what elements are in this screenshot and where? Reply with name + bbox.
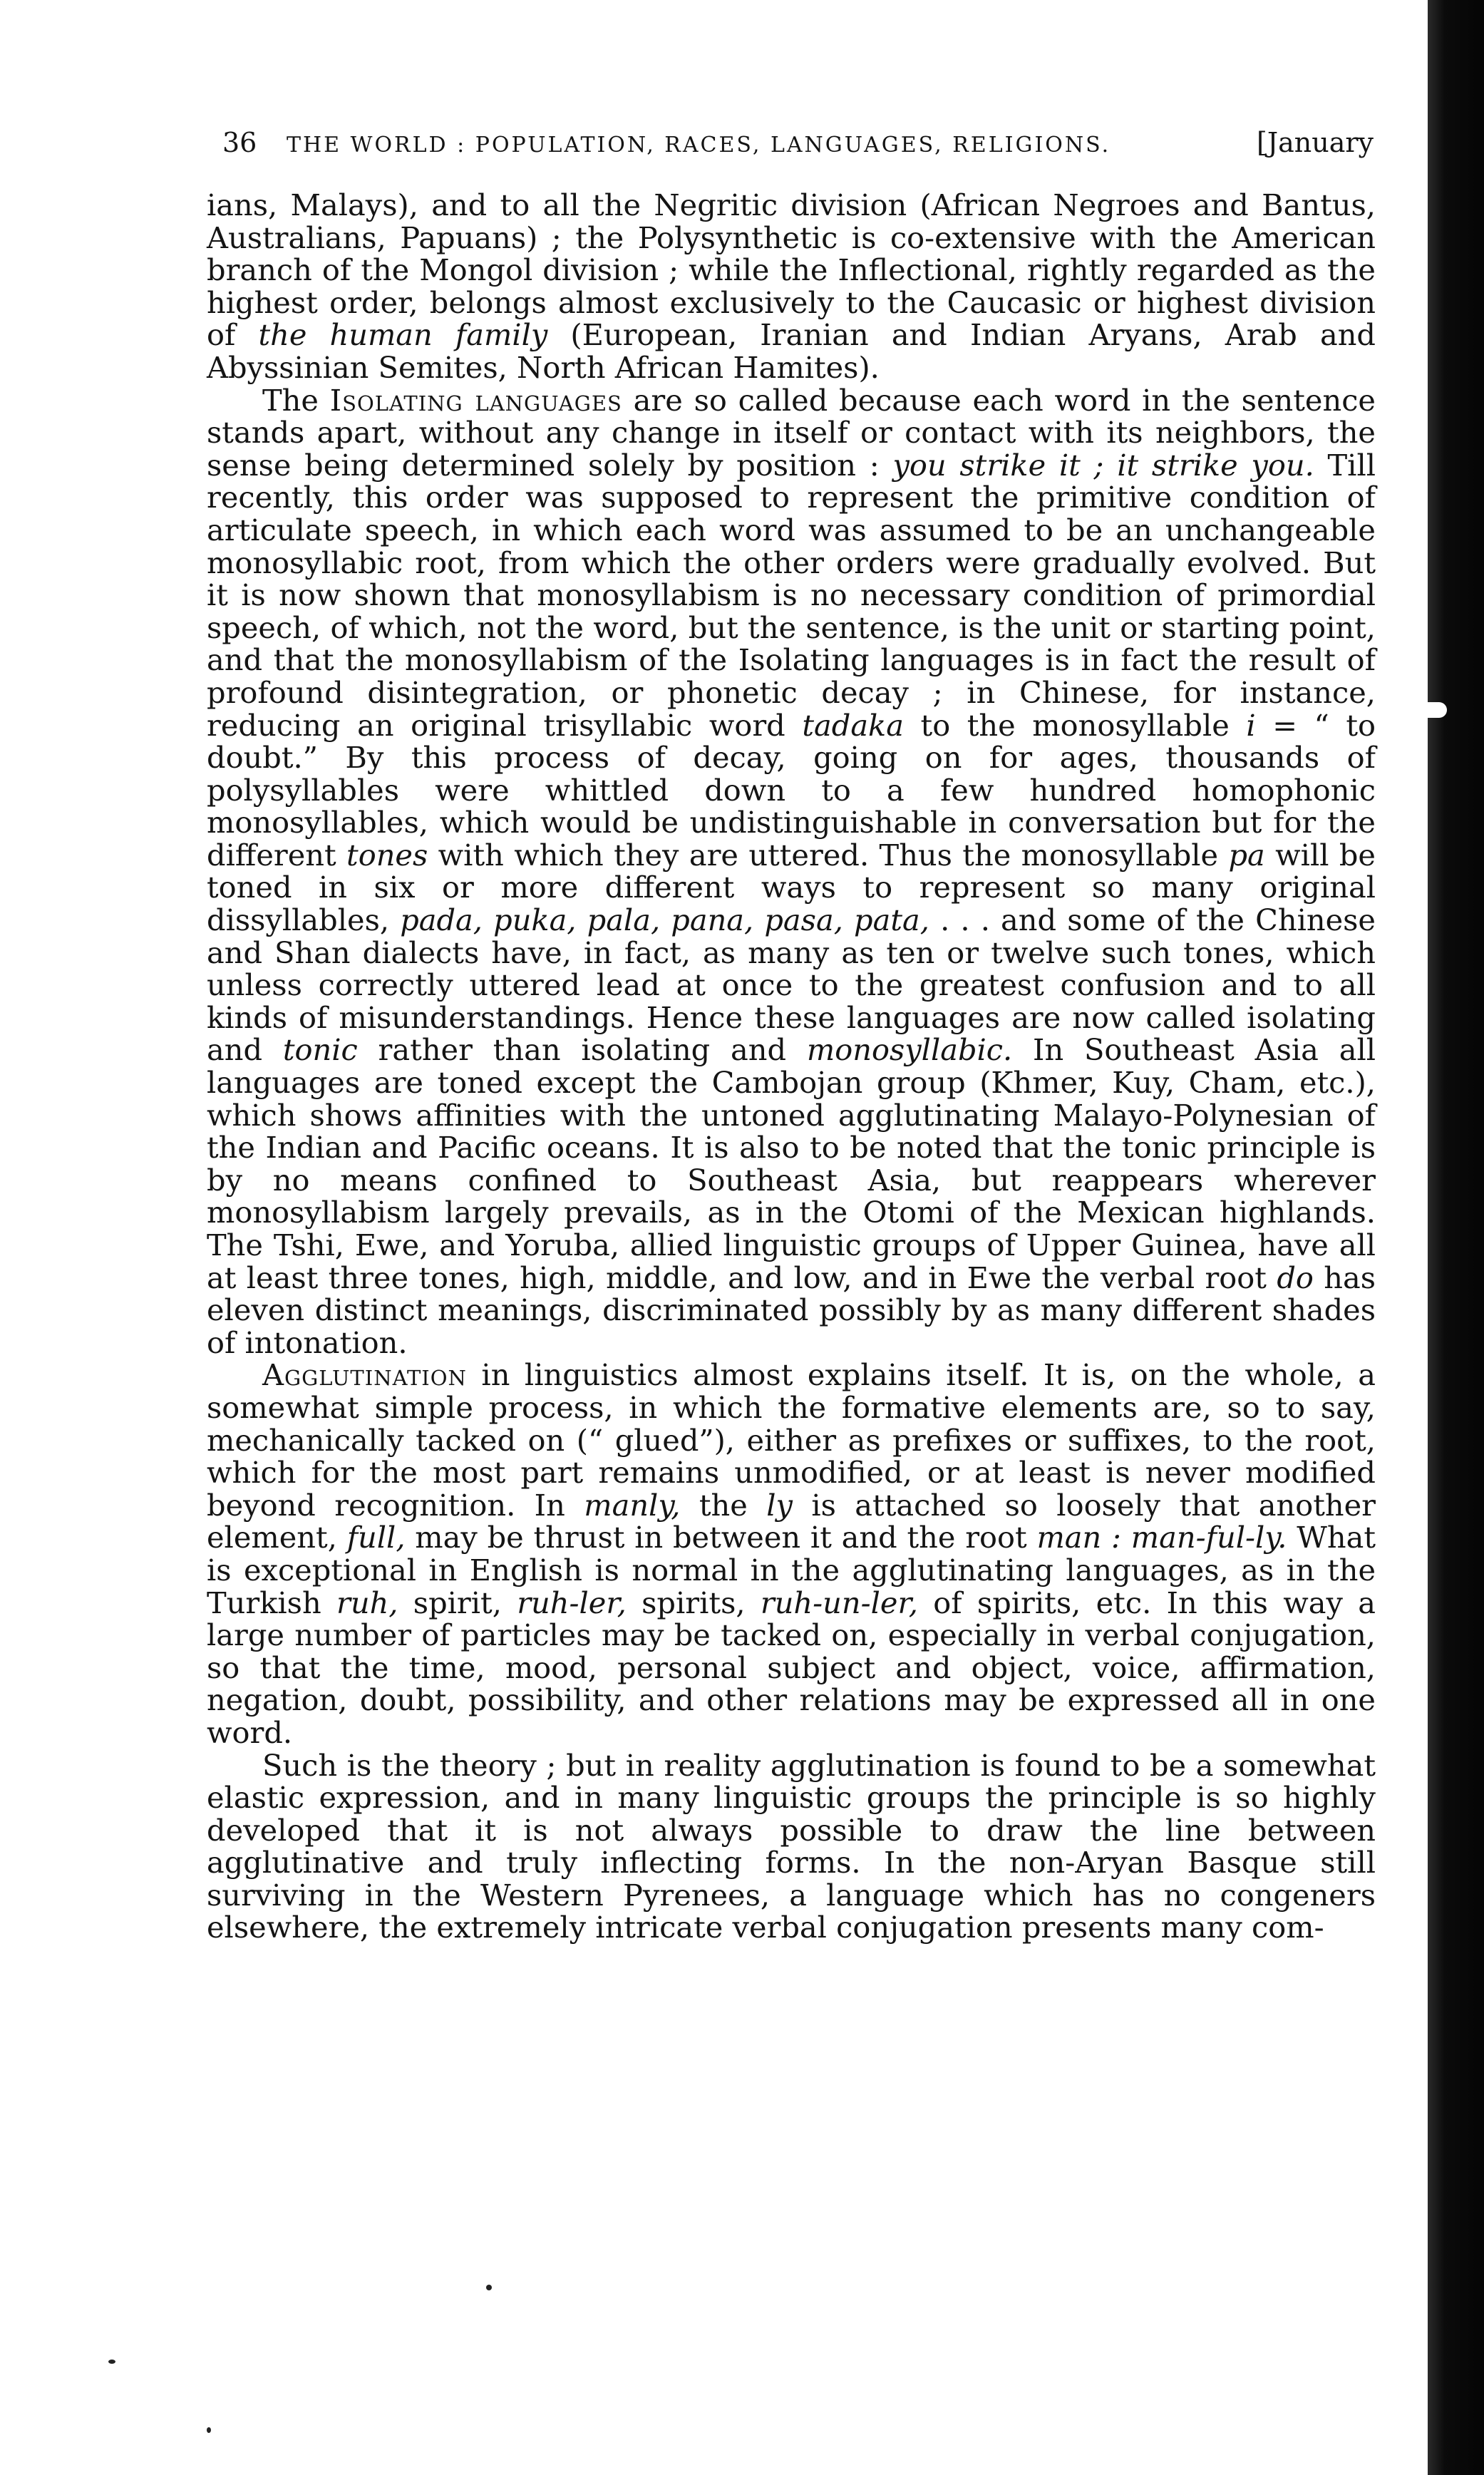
text-run: (European, Iranian and Indian Aryans, Arab and Abyssinian Semites, North African Hamites). <box>207 317 1376 385</box>
italic-term: i <box>1246 707 1256 743</box>
page-number: 36 <box>222 127 257 158</box>
italic-term: manly, <box>584 1487 681 1523</box>
italic-term: tadaka <box>802 707 904 743</box>
running-head <box>222 127 1374 170</box>
text-run: is attached so loosely that another element, <box>207 1487 1376 1555</box>
binding-shadow <box>1428 0 1484 2475</box>
italic-term: pa <box>1228 837 1265 873</box>
binding-notch <box>1418 702 1447 718</box>
italic-term: monosyllabic. <box>806 1032 1013 1068</box>
text-run: Till recently, this order was supposed to represent the primitive condition of articulate speech, in which each word was assumed to be an unchangeable monosyllabic root, from which the other orders were gradually evolved. But it is now shown that monosyllabism is no necessary condition of primordial speech, of which, not the word, but the sentence, is the unit or starting point, and that the monosyllabism of the Isolating languages is in fact the result of profound disintegration, or phonetic decay ; in Chinese, for instance, reducing an original trisyllabic word <box>207 447 1376 743</box>
text-run: spirit, <box>398 1585 517 1620</box>
ink-speck <box>108 2360 115 2364</box>
ink-speck <box>486 2285 492 2290</box>
text-run: to the monosyllable <box>903 707 1247 743</box>
italic-term: pada, puka, pala, pana, pasa, pata, <box>400 902 929 938</box>
paragraph-intro <box>207 189 1376 384</box>
text-run: may be thrust in between it and the root <box>405 1520 1037 1555</box>
text-run: ians, Malays), and to all the Negritic division (African Negroes and Bantus, Australians, Papuans) ; the Polysynthetic is co-extensive with the American branch of the Mongol division ; while the Inflectional, rightly regarded as the highest order, belongs almost exclusively to the Caucasic or highest division of <box>207 187 1376 353</box>
italic-term: man : man-ful-ly. <box>1036 1520 1287 1555</box>
italic-term: ruh, <box>336 1585 398 1620</box>
text-run: The <box>262 382 330 418</box>
text-run: What is exceptional in English is normal in the agglutinating languages, as in the Turkish <box>207 1520 1376 1620</box>
text-run: the <box>680 1487 767 1523</box>
italic-term: do <box>1277 1260 1314 1295</box>
running-title: THE WORLD : POPULATION, RACES, LANGUAGES, RELIGIONS. <box>287 133 1111 158</box>
text-run: Such is the theory ; but in reality agglutination is found to be a somewhat elastic expression, and in many linguistic groups the principle is so highly developed that it is not always possible to draw the line between agglutinative and truly inflecting forms. In the non-Aryan Basque still surviving in the Western Pyrenees, a language which has no congeners elsewhere, the extremely intricate verbal conjugation presents many com- <box>207 1747 1376 1945</box>
italic-term: you strike it ; it strike you. <box>892 447 1314 483</box>
body-text <box>207 189 1376 1944</box>
italic-term: ruh-un-ler, <box>760 1585 918 1620</box>
text-run: with which they are uttered. Thus the monosyllable <box>428 837 1229 873</box>
small-caps-term: Isolating languages <box>329 382 622 418</box>
italic-term: tonic <box>282 1032 358 1068</box>
paragraph-theory <box>207 1749 1376 1945</box>
italic-term: tones <box>346 837 428 873</box>
text-run: of spirits, etc. In this way a large number of particles may be tacked on, especially in verbal conjugation, so that the time, mood, personal subject and object, voice, affirmation, negation, doubt, possibility, and other relations may be expressed all in one word. <box>207 1585 1376 1750</box>
text-run: In Southeast Asia all languages are toned except the Cambojan group (Khmer, Kuy, Cham, etc.), which shows affinities with the untoned agglutinating Malayo-Polynesian of the Indian and Pacific oceans. It is also to be noted that the tonic principle is by no means confined to Southeast Asia, but reappears wherever monosyllabism largely prevails, as in the Otomi of the Mexican highlands. The Tshi, Ewe, and Yoruba, allied linguistic groups of Upper Guinea, have all at least three tones, high, middle, and low, and in Ewe the verbal root <box>207 1032 1376 1295</box>
text-run: rather than isolating and <box>357 1032 807 1068</box>
italic-term: ly <box>766 1487 793 1523</box>
small-caps-term: Agglutination <box>262 1357 467 1393</box>
text-run: in linguistics almost explains itself. It is, on the whole, a somewhat simple process, in which the formative elements are, so to say, mechanically tacked on (“ glued”), either as prefixes or suffixes, to the root, which for the most part remains unmodified, or at least is never modified beyond recognition. In <box>207 1357 1376 1523</box>
italic-term: ruh-ler, <box>517 1585 627 1620</box>
italic-term: full, <box>346 1520 406 1555</box>
text-run: has eleven distinct meanings, discriminated possibly by as many different shades of intonation. <box>207 1260 1376 1360</box>
paragraph-isolating <box>207 384 1376 1359</box>
paragraph-agglutination <box>207 1359 1376 1749</box>
text-run: spirits, <box>626 1585 761 1620</box>
italic-term: the human family <box>258 317 548 353</box>
ink-speck <box>207 2427 211 2433</box>
running-date: [January <box>1257 127 1374 158</box>
text-run: = “ to doubt.” By this process of decay, going on for ages, thousands of polysyllables were whittled down to a few hundred homophonic monosyllables, which would be undistinguishable in conversation but for the different <box>207 707 1376 873</box>
text-run: . . . and some of the Chinese and Shan dialects have, in fact, as many as ten or twelve such tones, which unless correctly uttered lead at once to the greatest confusion and to all kinds of misunderstandings. Hence these languages are now called isolating and <box>207 902 1376 1068</box>
text-run: will be toned in six or more different ways to represent so many original dissyllables, <box>207 837 1376 938</box>
text-run: are so called because each word in the sentence stands apart, without any change in itself or contact with its neighbors, the sense being determined solely by position : <box>207 382 1376 483</box>
